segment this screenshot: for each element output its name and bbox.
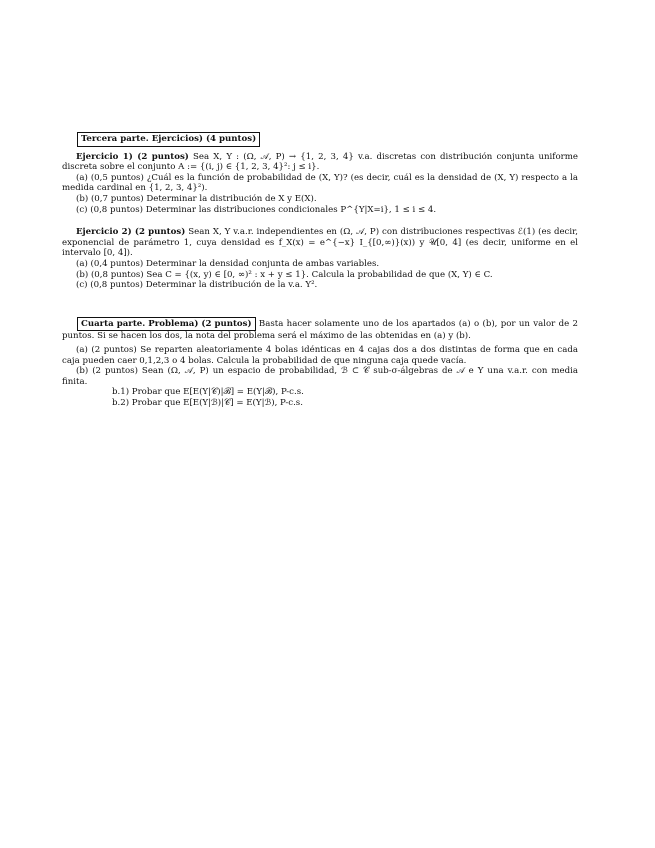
problem-sub-item-b1: b.1) Probar que E[E(Y|𝒞)|ℬ] = E(Y|ℬ), P-c.s. <box>112 387 304 398</box>
exercise-1-heading: Ejercicio 1) (2 puntos) <box>76 151 189 162</box>
exercise-2-item-c: (c) (0,8 puntos) Determinar la distribución de la v.a. Y². <box>76 280 318 291</box>
document-content <box>62 132 578 408</box>
problem-intro: Basta hacer solamente uno de los apartados (a) o (b), por un valor de 2 puntos. Si se hacen los dos, la nota del problema será el máximo de las obtenidas en (a) y (b). <box>62 318 578 342</box>
problem-statement <box>62 317 578 342</box>
exercise-2-intro: Sean X, Y v.a.r. independientes en (Ω, 𝒜, P) con distribuciones respectivas ℰ(1) (es decir, exponencial de parámetro 1, cuya densidad es f_X(x) = e^{−x} I_{[0,∞)}(x)) y 𝒰[0, 4] (es decir, uniforme en el intervalo [0, 4]). <box>62 227 578 259</box>
exercise-1-statement <box>62 152 578 173</box>
exercise-2-heading: Ejercicio 2) (2 puntos) <box>76 227 186 238</box>
exercise-2-item-a: (a) (0,4 puntos) Determinar la densidad conjunta de ambas variables. <box>76 258 380 269</box>
exercise-2-statement <box>62 227 578 259</box>
exercise-2-item-b: (b) (0,8 puntos) Sea C = {(x, y) ∈ [0, ∞)² : x + y ≤ 1}. Calcula la probabilidad de que (X, Y) ∈ C. <box>76 269 493 280</box>
section-title: Cuarta parte. Problema) (2 puntos) <box>77 317 256 332</box>
section-title: Tercera parte. Ejercicios) (4 puntos) <box>77 132 260 147</box>
exercise-1-item-c: (c) (0,8 puntos) Determinar las distribuciones condicionales P^{Y|X=i}, 1 ≤ i ≤ 4. <box>76 204 437 215</box>
section-title-box <box>62 132 578 147</box>
problem-part-a: (a) (2 puntos) Se reparten aleatoriamente 4 bolas idénticas en 4 cajas dos a dos distintas de forma que en cada caja pueden caer 0,1,2,3 o 4 bolas. Calcula la probabilidad de que ninguna caja quede vacía. <box>62 344 578 366</box>
problem-sub-item-b2: b.2) Probar que E[E(Y|ℬ)|𝒞] = E(Y|ℬ), P-c.s. <box>112 397 303 408</box>
exercise-1-item-b: (b) (0,7 puntos) Determinar la distribución de X y E(X). <box>76 193 317 204</box>
problem-part-b: (b) (2 puntos) Sean (Ω, 𝒜, P) un espacio de probabilidad, ℬ ⊂ 𝒞 sub-σ-álgebras de 𝒜 e Y una v.a.r. con media finita. <box>62 366 578 387</box>
exercise-1-item-a: (a) (0,5 puntos) ¿Cuál es la función de probabilidad de (X, Y)? (es decir, cuál es la densidad de (X, Y) respecto a la medida cardinal en {1, 2, 3, 4}²). <box>62 172 578 194</box>
exercise-1-intro: Sea X, Y : (Ω, 𝒜, P) → {1, 2, 3, 4} v.a. discretas con distribución conjunta uniforme discreta sobre el conjunto A := {(i, j) ∈ {1, 2, 3, 4}²: j ≤ i}. <box>62 151 578 173</box>
